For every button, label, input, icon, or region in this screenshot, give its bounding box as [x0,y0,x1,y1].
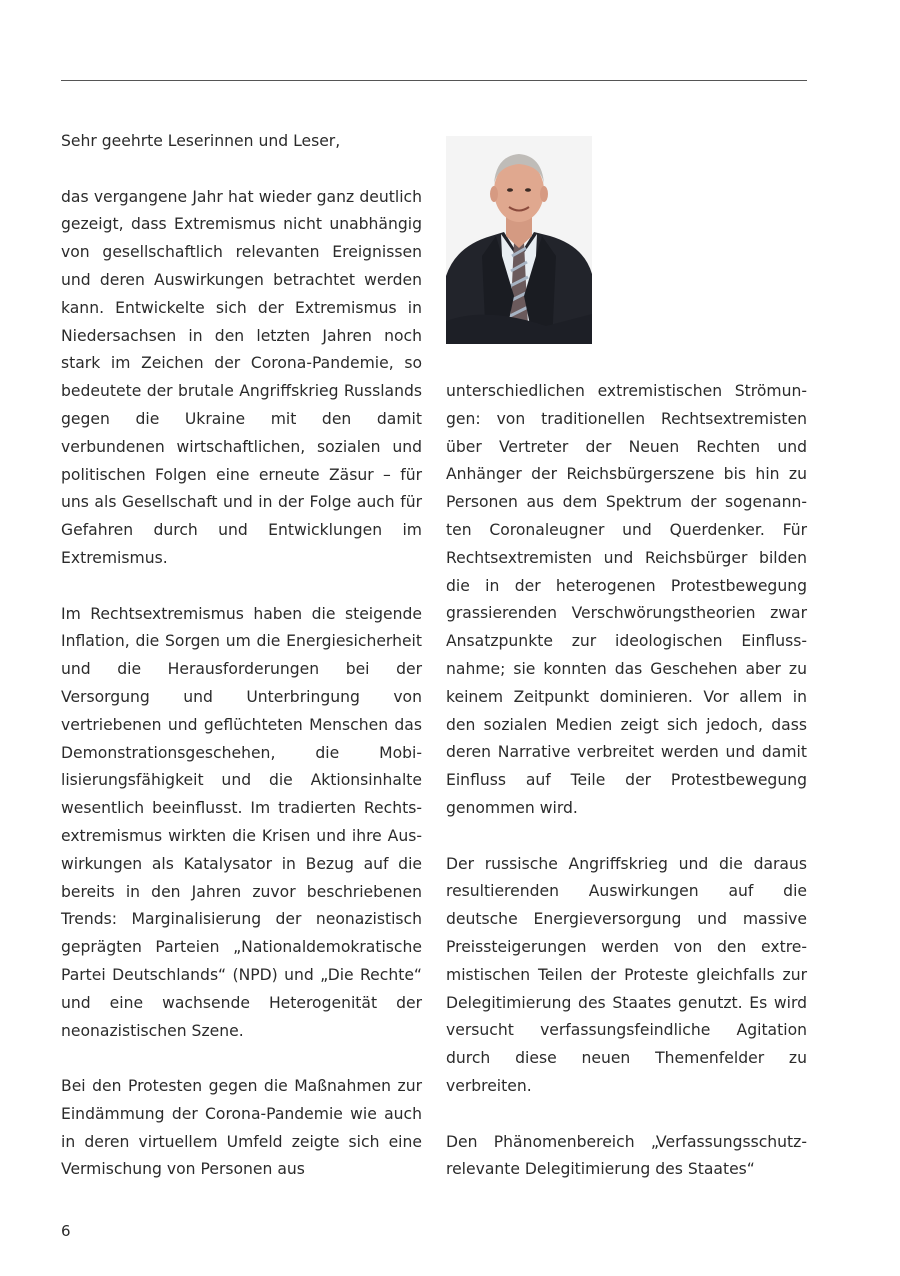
paragraph-6: Den Phänomenbereich „Verfassungsschutzrelevante Delegitimierung des Staates“ [446,1132,807,1179]
portrait-photo [446,136,592,344]
header-rule [61,80,807,81]
paragraph-3: Bei den Protesten gegen die Maßnahmen zur Eindämmung der Corona-Pandemie wie auch in deren virtuellem Umfeld zeigte sich eine Vermischung von Personen aus [61,1077,422,1179]
paragraph-2: Im Rechtsextremismus haben die steigende Inflation, die Sorgen um die Energiesicherheit und die Herausforderungen bei der Versorgung und Unterbringung von vertriebenen und geflüchteten Menschen das Demonstrationsgeschehen, die Mobilisierungsfähigkeit und die Aktionsinhalte wesentlich beeinflusst. Im tradierten Rechtsextremismus wirkten die Krisen und ihre Auswirkungen als Katalysator in Bezug auf die bereits in den Jahren zuvor beschriebenen Trends: Marginalisierung der neonazistisch geprägten Parteien „Nationaldemokratische Partei Deutschlands“ (NPD) und „Die Rechte“ und eine wachsende Heterogenität der neonazistischen Szene. [61,604,422,1040]
paragraph-1: das vergangene Jahr hat wieder ganz deutlich gezeigt, dass Extremismus nicht unabhängig von gesellschaftlich relevanten Ereignissen und deren Auswirkungen betrachtet werden kann. Entwickelte sich der Extremismus in Niedersachsen in den letzten Jahren noch stark im Zeichen der Corona-Pandemie, so bedeutete der brutale Angriffskrieg Russlands gegen die Ukraine mit den damit verbundenen wirtschaftlichen, sozialen und politischen Folgen eine erneute Zäsur – für uns als Gesellschaft und in der Folge auch für Gefahren durch und Entwicklungen im Extremismus. [61,187,422,567]
paragraph-4: unterschiedlichen extremistischen Strömungen: von traditionellen Rechtsextremisten über Vertreter der Neuen Rechten und Anhänger der Reichsbürgerszene bis hin zu Personen aus dem Spektrum der sogenannten Coronaleugner und Querdenker. Für Rechtsextremisten und Reichsbürger bilden die in der heterogenen Protestbewegung grassierenden Verschwörungstheorien zwar Ansatzpunkte zur ideologischen Einflussnahme; sie konnten das Geschehen aber zu keinem Zeitpunkt dominieren. Vor allem in den sozialen Medien zeigt sich jedoch, dass deren Narrative verbreitet werden und damit Einfluss auf Teile der Protestbewegung genommen wird. [446,382,807,817]
page-number: 6 [61,1222,71,1240]
left-column [61,128,422,1212]
paragraph-5: Der russische Angriffskrieg und die daraus resultierenden Auswirkungen auf die deutsche Energieversorgung und massive Preissteigerungen werden von den extremistischen Teilen der Proteste gleichfalls zur Delegitimierung des Staates genutzt. Es wird versucht verfassungsfeindliche Agitation durch diese neuen Themenfelder zu verbreiten. [446,854,807,1095]
portrait-illustration [446,136,592,344]
right-column [446,378,807,1212]
salutation: Sehr geehrte Leserinnen und Leser, [61,132,341,150]
